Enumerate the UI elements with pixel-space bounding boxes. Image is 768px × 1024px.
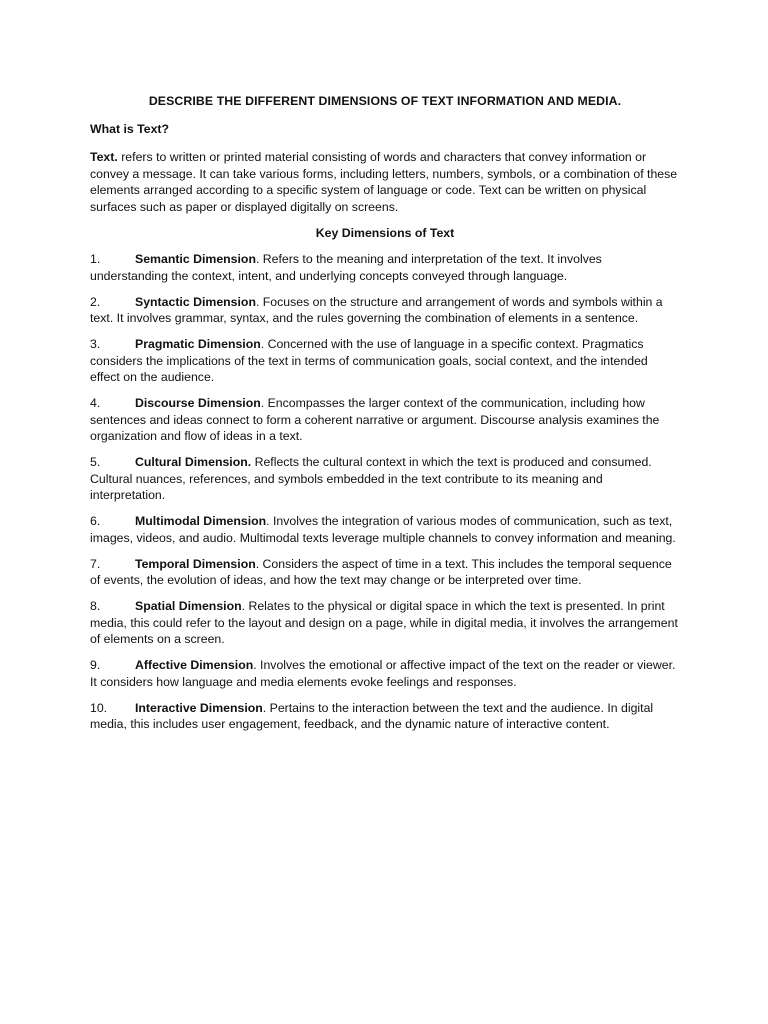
dimension-description: . Refers to the meaning and interpretation of the text. It involves understanding the context, intent, and underlying concepts conveyed through language. [90, 252, 602, 283]
dimension-number: 9. [90, 658, 101, 672]
dimension-name: Pragmatic Dimension [135, 337, 261, 351]
dimension-description: Reflects the cultural context in which the text is produced and consumed. Cultural nuances, references, and symbols embedded in the text contribute to its meaning and interpretation. [90, 455, 652, 502]
document-title: DESCRIBE THE DIFFERENT DIMENSIONS OF TEXT INFORMATION AND MEDIA. [148, 94, 622, 108]
definition-term: Text. [90, 150, 118, 164]
definition-body: refers to written or printed material consisting of words and characters that convey information or convey a message. It can take various forms, including letters, numbers, symbols, or a combination of these elements arranged according to a specific system of language or code. Text can be written on physical surfaces such as paper or displayed digitally on screens. [90, 150, 678, 214]
dimension-name: Semantic Dimension [135, 252, 256, 266]
dimension-name: Discourse Dimension [135, 396, 261, 410]
dimension-description: . Involves the emotional or affective impact of the text on the reader or viewer. It considers how language and media elements evoke feelings and responses. [90, 658, 676, 689]
dimension-name: Cultural Dimension. [135, 455, 252, 469]
dimension-name: Syntactic Dimension [135, 294, 256, 309]
dimension-item-multimodal [90, 513, 680, 546]
dimension-number: 3. [90, 337, 101, 351]
dimension-description: . Relates to the physical or digital space in which the text is presented. In print media, this could refer to the layout and design on a page, while in digital media, it involves the arrangement of elements on a screen. [90, 599, 678, 646]
dimension-name: Multimodal Dimension [135, 514, 267, 528]
dimension-item-pragmatic [90, 336, 680, 386]
dimension-description: . Focuses on the structure and arrangement of words and symbols within a text. It involves grammar, syntax, and the rules governing the combination of elements in a sentence. [90, 294, 663, 325]
dimension-item-spatial [90, 598, 680, 648]
dimension-number: 1. [90, 252, 101, 266]
dimension-item-syntactic [90, 294, 680, 327]
dimensions-list [90, 251, 680, 733]
dimension-name: Affective Dimension [135, 658, 254, 672]
dimension-item-semantic [90, 251, 680, 284]
dimension-number: 5. [90, 455, 101, 469]
dimension-number: 8. [90, 599, 101, 613]
dimension-description: . Involves the integration of various modes of communication, such as text, images, videos, and audio. Multimodal texts leverage multiple channels to convey information and meaning. [90, 514, 676, 545]
dimension-item-affective [90, 657, 680, 690]
dimension-description: . Pertains to the interaction between the text and the audience. In digital media, this includes user engagement, feedback, and the dynamic nature of interactive content. [90, 700, 654, 731]
dimension-description: . Concerned with the use of language in a specific context. Pragmatics considers the implications of the text in terms of communication goals, social context, and the intended effect on the audience. [90, 337, 648, 384]
key-dimensions-heading: Key Dimensions of Text [315, 226, 455, 240]
text-definition-paragraph [90, 149, 680, 215]
document-page [90, 93, 680, 742]
dimension-number: 6. [90, 514, 101, 528]
dimension-name: Interactive Dimension [135, 700, 263, 715]
dimension-item-cultural [90, 454, 680, 504]
dimension-name: Temporal Dimension [135, 556, 256, 571]
dimension-description: . Considers the aspect of time in a text. This includes the temporal sequence of events, the evolution of ideas, and how the text may change or be interpreted over time. [90, 556, 672, 587]
dimension-description: . Encompasses the larger context of the communication, including how sentences and ideas connect to form a coherent narrative or argument. Discourse analysis examines the organization and flow of ideas in a text. [90, 396, 660, 443]
dimension-number: 2. [90, 294, 101, 309]
dimension-item-interactive [90, 700, 680, 733]
dimension-item-discourse [90, 395, 680, 445]
dimension-number: 4. [90, 396, 101, 410]
dimension-number: 10. [90, 700, 108, 715]
dimension-name: Spatial Dimension [135, 599, 242, 613]
what-is-text-heading: What is Text? [90, 122, 170, 136]
dimension-item-temporal [90, 556, 680, 589]
dimension-number: 7. [90, 556, 101, 571]
